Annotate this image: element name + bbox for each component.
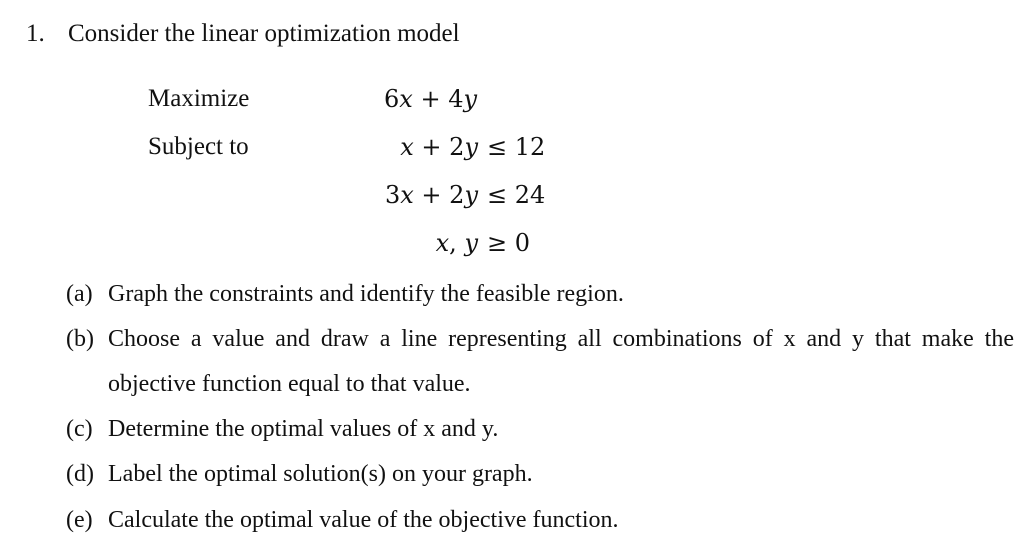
part-b-line-1: Choose a value and draw a line representing all combinations of x and y that make the bbox=[108, 326, 1014, 352]
objective-coef-y: 4 bbox=[448, 85, 464, 113]
constraint-3-relation: ≥ bbox=[487, 229, 508, 257]
constraint-3-var-y: y bbox=[464, 229, 478, 257]
constraint-2-relation: ≤ bbox=[487, 181, 508, 209]
constraint-2-lhs bbox=[385, 179, 478, 211]
constraint-1-rhs bbox=[487, 131, 545, 163]
constraint-3-var-x: x bbox=[435, 229, 450, 257]
subject-to-label: Subject to bbox=[148, 133, 249, 160]
objective-coef-x: 6 bbox=[384, 85, 400, 113]
constraint-1-operator: + bbox=[421, 133, 442, 161]
constraint-2-var-x: x bbox=[400, 181, 414, 209]
constraint-2-operator: + bbox=[421, 181, 442, 209]
maximize-label: Maximize bbox=[148, 85, 250, 112]
objective-var-y: y bbox=[463, 85, 478, 113]
part-d-label: (d) bbox=[66, 461, 94, 487]
constraint-2-value: 24 bbox=[514, 181, 546, 209]
problem-intro: Consider the linear optimization model bbox=[68, 20, 460, 47]
constraint-3-lhs bbox=[436, 227, 478, 259]
constraint-1-var-x: x bbox=[400, 133, 414, 161]
constraint-2-coef-y: 2 bbox=[449, 181, 465, 209]
part-c-text: Determine the optimal values of x and y. bbox=[108, 416, 499, 442]
constraint-1-lhs bbox=[400, 131, 478, 163]
part-b-text-line-1 bbox=[108, 323, 1014, 355]
constraint-3-value: 0 bbox=[514, 229, 531, 257]
constraint-1-relation: ≤ bbox=[487, 133, 508, 161]
part-c-label: (c) bbox=[66, 416, 93, 442]
objective-operator: + bbox=[420, 85, 441, 113]
part-b-label: (b) bbox=[66, 326, 94, 352]
constraint-1-value: 12 bbox=[514, 133, 546, 161]
objective-var-x: x bbox=[399, 85, 413, 113]
problem-number: 1. bbox=[26, 20, 45, 47]
part-e-text: Calculate the optimal value of the objective function. bbox=[108, 507, 619, 533]
constraint-1-coef-y: 2 bbox=[449, 133, 465, 161]
constraint-3-separator: , bbox=[449, 229, 457, 257]
constraint-3-rhs bbox=[487, 227, 530, 259]
part-a-label: (a) bbox=[66, 281, 93, 307]
constraint-1-var-y: y bbox=[464, 133, 478, 161]
constraint-2-coef-x: 3 bbox=[384, 181, 401, 209]
part-a-text: Graph the constraints and identify the feasible region. bbox=[108, 281, 624, 307]
part-e-label: (e) bbox=[66, 507, 93, 533]
part-b-text-line-2: objective function equal to that value. bbox=[108, 371, 471, 397]
objective-function bbox=[384, 83, 477, 115]
part-d-text: Label the optimal solution(s) on your graph. bbox=[108, 461, 533, 487]
constraint-2-var-y: y bbox=[464, 181, 478, 209]
constraint-2-rhs bbox=[487, 179, 545, 211]
